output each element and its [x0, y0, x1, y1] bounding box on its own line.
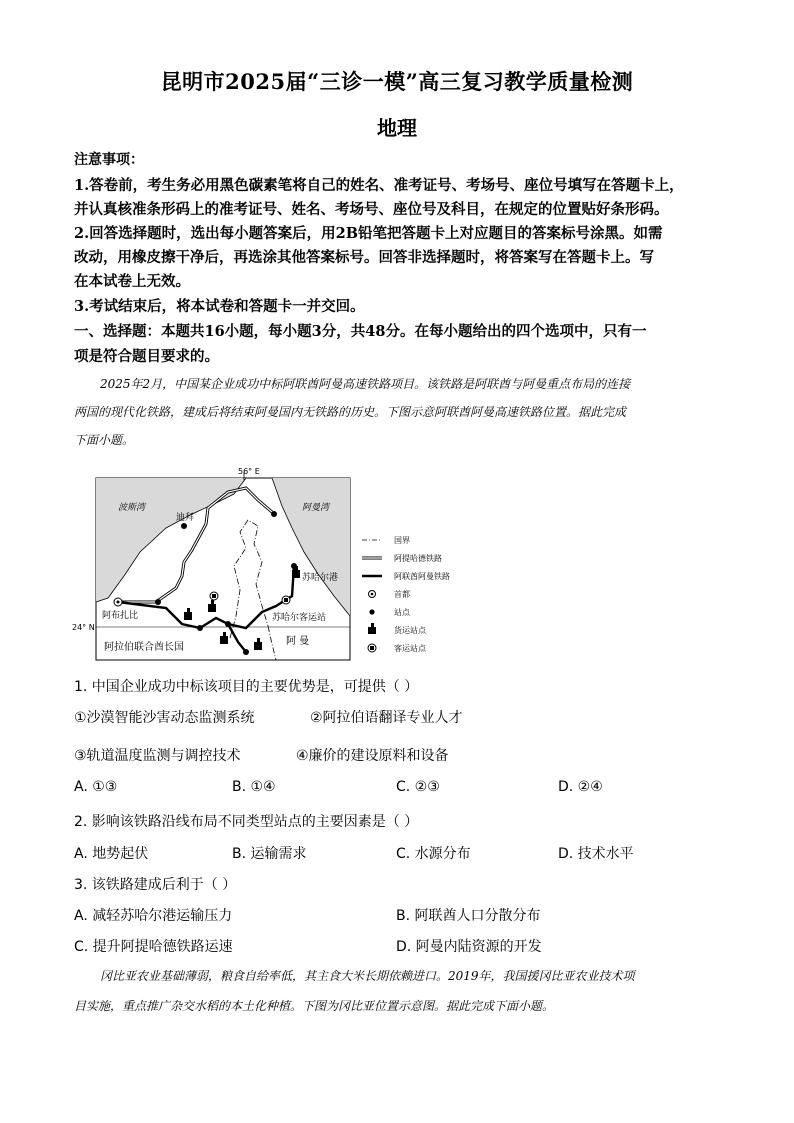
label-abu-dhabi: 阿布扎比 — [102, 611, 139, 621]
q2-option-a[interactable]: A. 地势起伏 — [74, 846, 149, 862]
legend-station: 站点 — [394, 608, 410, 617]
notice-heading: 注意事项： — [74, 152, 144, 168]
passage-line: 目实施，重点推广杂交水稻的本土化种植。下图为冈比亚位置示意图。据此完成下面小题。 — [74, 999, 555, 1013]
question-1-stem: 1. 中国企业成功中标该项目的主要优势是，可提供（ ） — [74, 679, 419, 695]
station — [225, 621, 231, 627]
legend-etihad: 阿提哈德铁路 — [394, 554, 442, 563]
legend-border: 国界 — [394, 536, 410, 545]
legend-capital: 首都 — [394, 590, 410, 599]
label-oman: 阿 曼 — [286, 636, 310, 647]
q2-option-d[interactable]: D. 技术水平 — [558, 846, 634, 862]
passage-line: 2025年2月，中国某企业成功中标阿联酋阿曼高速铁路项目。该铁路是阿联酋与阿曼重点布局的连接 — [100, 377, 631, 391]
q3-option-c[interactable]: C. 提升阿提哈德铁路运速 — [74, 939, 233, 955]
passenger-station-icon — [210, 592, 218, 600]
passage-line: 下面小题。 — [74, 433, 135, 447]
subject-title: 地理 — [377, 116, 417, 140]
q2-option-b[interactable]: B. 运输需求 — [232, 846, 307, 862]
q3-option-b[interactable]: B. 阿联酋人口分散分布 — [396, 908, 541, 924]
section-heading: 项是符合题目要求的。 — [74, 348, 219, 365]
q2-option-c[interactable]: C. 水源分布 — [396, 846, 471, 862]
passage-line: 两国的现代化铁路，建成后将结束阿曼国内无铁路的历史。下图示意阿联酋阿曼高速铁路位置。据此完成 — [74, 405, 627, 419]
station — [197, 625, 203, 631]
station-dubai — [181, 523, 187, 529]
notice-line: 2.回答选择题时，选出每小题答案后，用2B铅笔把答题卡上对应题目的答案标号涂黑。如需 — [74, 225, 663, 242]
legend-passenger: 客运站点 — [394, 644, 426, 653]
notice-line: 并认真核准条形码上的准考证号、姓名、考场号、座位号及科目，在规定的位置贴好条形码。 — [74, 201, 669, 218]
q1-option-a[interactable]: A. ①③ — [74, 779, 118, 795]
q1-item: ②阿拉伯语翻译专业人才 — [310, 710, 463, 726]
question-3-stem: 3. 该铁路建成后利于（ ） — [74, 877, 237, 893]
longitude-label: 56° E — [238, 467, 260, 476]
question-2-stem: 2. 影响该铁路沿线布局不同类型站点的主要因素是（ ） — [74, 814, 419, 830]
label-uae: 阿拉伯联合酋长国 — [104, 642, 184, 653]
notice-line: 3.考试结束后，将本试卷和答题卡一并交回。 — [74, 298, 365, 315]
q3-option-d[interactable]: D. 阿曼内陆资源的开发 — [396, 939, 542, 955]
notice-line: 1.答卷前，考生务必用黑色碳素笔将自己的姓名、准考证号、考场号、座位号填写在答题卡上， — [74, 177, 684, 194]
passenger-station-icon — [282, 596, 290, 604]
notice-line: 在本试卷上无效。 — [74, 273, 190, 290]
q3-option-a[interactable]: A. 减轻苏哈尔港运输压力 — [74, 908, 233, 924]
q1-option-c[interactable]: C. ②③ — [396, 779, 440, 795]
exam-title: 昆明市2025届“三诊一模”高三复习教学质量检测 — [160, 69, 634, 94]
label-persian-gulf: 波斯湾 — [118, 503, 146, 513]
station — [271, 511, 277, 517]
label-sohar-passenger: 苏哈尔客运站 — [272, 613, 327, 623]
station — [155, 599, 161, 605]
label-sohar-port: 苏哈尔港 — [302, 573, 339, 583]
label-gulf-of-oman: 阿曼湾 — [302, 503, 330, 513]
section-heading: 一、选择题：本题共16小题，每小题3分，共48分。在每小题给出的四个选项中，只有一 — [74, 323, 647, 340]
q1-option-d[interactable]: D. ②④ — [558, 779, 603, 795]
q1-item: ③轨道温度监测与调控技术 — [74, 748, 241, 764]
q1-option-b[interactable]: B. ①④ — [232, 779, 276, 795]
q1-item: ④廉价的建设原料和设备 — [296, 748, 449, 764]
label-dubai: 迪拜 — [176, 513, 195, 523]
map-legend — [360, 534, 460, 656]
latitude-label: 24° N — [72, 623, 95, 632]
q1-item: ①沙漠智能沙害动态监测系统 — [74, 710, 255, 726]
notice-line: 改动，用橡皮擦干净后，再选涂其他答案标号。回答非选择题时，将答案写在答题卡上。写 — [74, 249, 654, 266]
legend-uae-oman: 阿联酋阿曼铁路 — [394, 572, 450, 581]
legend-freight: 货运站点 — [394, 626, 426, 635]
station — [243, 649, 249, 655]
passage-line: 冈比亚农业基础薄弱，粮食自给率低，其主食大米长期依赖进口。2019年，我国援冈比亚农业技术项 — [100, 969, 635, 983]
